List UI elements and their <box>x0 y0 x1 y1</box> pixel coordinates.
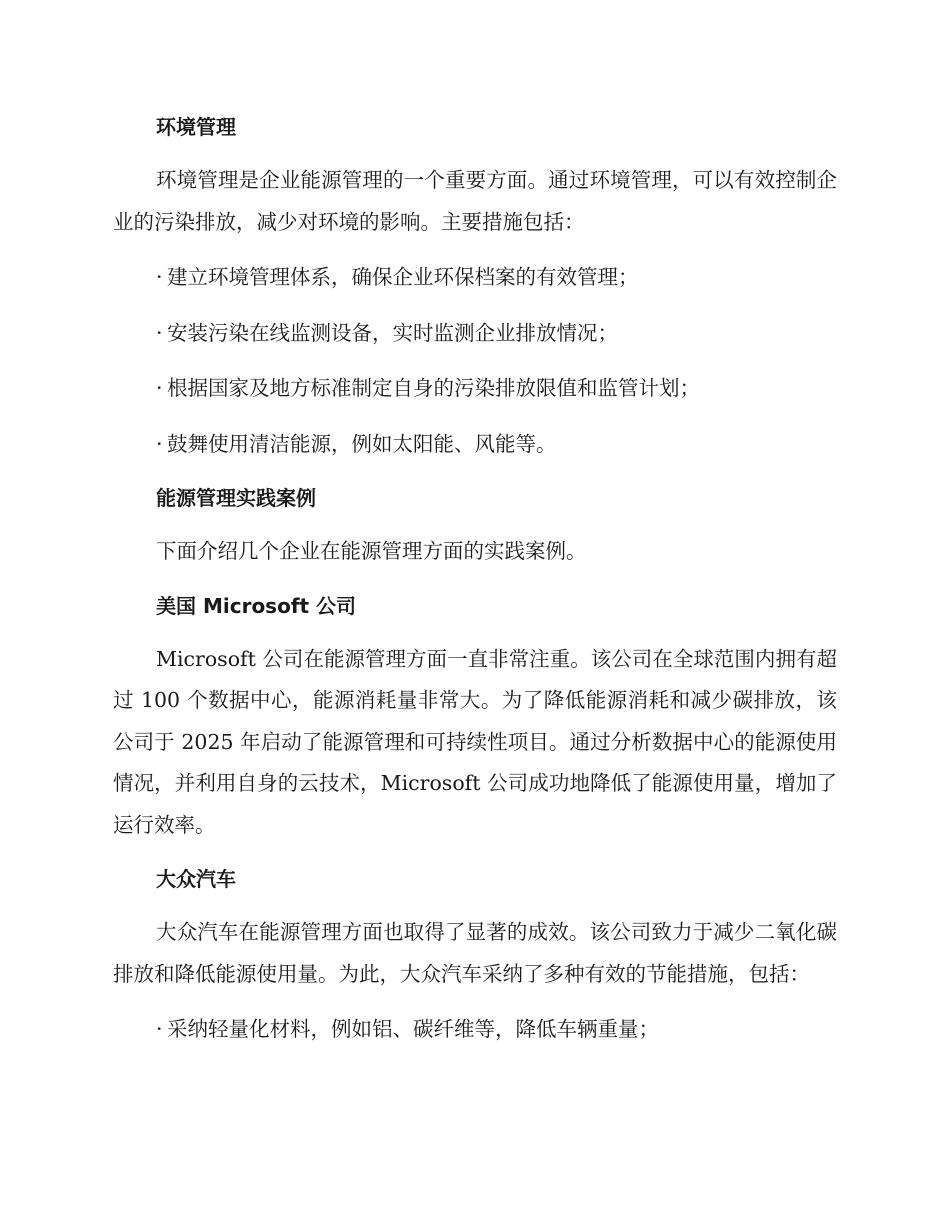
bullet-item <box>113 368 837 410</box>
section-heading: 环境管理 <box>156 115 236 139</box>
section-heading: 能源管理实践案例 <box>156 486 316 510</box>
bullet-item <box>113 313 837 355</box>
bullet-text: 根据国家及地方标准制定自身的污染排放限值和监管计划； <box>167 376 700 400</box>
bullet-item <box>113 257 837 299</box>
paragraph: 下面介绍几个企业在能源管理方面的实践案例。 <box>156 539 587 563</box>
section-heading: 大众汽车 <box>156 867 236 891</box>
bullet-item <box>113 1009 837 1051</box>
section-heading: 美国 Microsoft 公司 <box>156 593 357 618</box>
bullet-dot-icon: · <box>156 1017 163 1041</box>
bullet-dot-icon: · <box>156 320 163 345</box>
bullet-text: 采纳轻量化材料，例如铝、碳纤维等，降低车辆重量； <box>167 1017 659 1041</box>
bullet-dot-icon: · <box>156 265 163 289</box>
paragraph: Microsoft 公司在能源管理方面一直非常注重。该公司在全球范围内拥有超过 100 个数据中心，能源消耗量非常大。为了降低能源消耗和减少碳排放，该公司于 2025 年启动了能源管理和可持续性项目。通过分析数据中心的能源使用情况，并利用自身的云技术，Microsoft 公司成功地降低了能源使用量，增加了运行效率。 <box>113 646 837 837</box>
bullet-dot-icon: · <box>156 376 163 400</box>
paragraph: 大众汽车在能源管理方面也取得了显著的成效。该公司致力于减少二氧化碳排放和降低能源使用量。为此，大众汽车采纳了多种有效的节能措施，包括： <box>113 920 837 986</box>
bullet-text: 建立环境管理体系，确保企业环保档案的有效管理； <box>167 265 639 289</box>
bullet-text: 鼓舞使用清洁能源，例如太阳能、风能等。 <box>167 431 557 456</box>
document-page <box>113 108 837 1065</box>
bullet-dot-icon: · <box>156 431 163 456</box>
bullet-text: 安装污染在线监测设备，实时监测企业排放情况； <box>167 320 618 345</box>
paragraph: 环境管理是企业能源管理的一个重要方面。通过环境管理，可以有效控制企业的污染排放，减少对环境的影响。主要措施包括： <box>113 168 837 234</box>
bullet-item <box>113 424 837 466</box>
